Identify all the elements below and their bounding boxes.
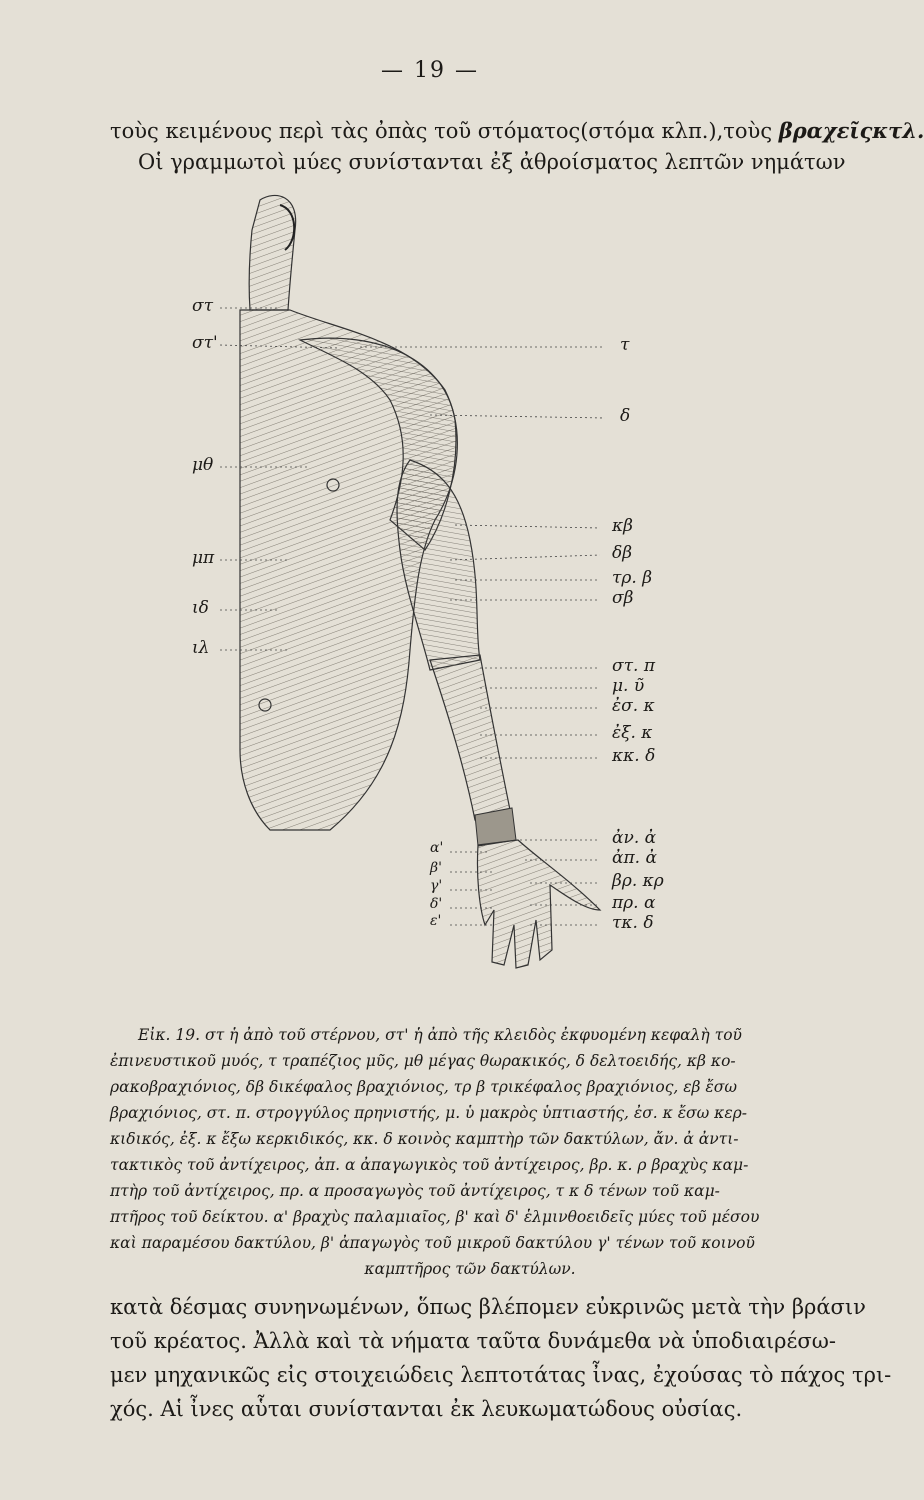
text-line-2: Οἱ γραμμωτοὶ μύες συνίστανται ἐξ ἀθροίσματος λεπτῶν νημάτων (138, 150, 846, 174)
caption-line: τακτικὸς τοῦ ἀντίχειρος, ἀπ. α ἀπαγωγικὸς τοῦ ἀντίχειρος, βρ. κ. ρ βραχὺς καμ- (110, 1156, 749, 1174)
figure-label-right: τκ. δ (612, 913, 654, 933)
figure-label-left: στ' (192, 333, 218, 353)
figure-label-finger: δ' (430, 896, 443, 912)
figure-label-right: κβ (612, 516, 633, 536)
figure-label-right: ἐσ. κ (612, 696, 655, 716)
caption-line: ἐπινευστικοῦ μυός, τ τραπέζιος μῦς, μθ μέγας θωρακικός, δ δελτοειδής, κβ κο- (110, 1052, 736, 1070)
figure-label-left: στ (192, 296, 214, 316)
figure-label-right: κκ. δ (612, 746, 656, 766)
figure-label-finger: ε' (430, 913, 442, 929)
figure-label-right: τρ. β (612, 568, 653, 588)
figure-label-left: μπ (192, 548, 215, 568)
body-line: μεν μηχανικῶς εἰς στοιχειώδεις λεπτοτάτας ἶνας, ἐχούσας τὸ πάχος τρι- (110, 1363, 892, 1387)
figure-label-left: ιδ (192, 598, 209, 618)
figure-label-finger: α' (430, 840, 444, 856)
figure-label-right: ἀπ. ἀ (612, 848, 657, 868)
caption-line: κιδικός, ἐξ. κ ἔξω κερκιδικός, κκ. δ κοινὸς καμπτὴρ τῶν δακτύλων, ἄν. ἀ ἀντι- (110, 1130, 739, 1148)
caption-line: Εἰκ. 19. στ ἡ ἀπὸ τοῦ στέρνου, στ' ἡ ἀπὸ τῆς κλειδὸς ἐκφυομένη κεφαλὴ τοῦ (138, 1026, 742, 1044)
figure-label-right: μ. ῦ (612, 676, 645, 696)
text-line-1-plain: τοὺς κειμένους περὶ τὰς ὀπὰς τοῦ στόματος(στόμα κλπ.),τοὺς (110, 119, 779, 143)
figure-label-right: σβ (612, 588, 634, 608)
figure-label-right: πρ. α (612, 893, 656, 913)
figure-label-right: βρ. κρ (612, 871, 664, 891)
caption-line: καὶ παραμέσου δακτύλου, β' ἀπαγωγὸς τοῦ μικροῦ δακτύλου γ' τένων τοῦ κοινοῦ (110, 1234, 755, 1252)
page-number: — 19 — (381, 58, 479, 83)
figure-label-right: τ (620, 335, 630, 355)
caption-line: πτὴρ τοῦ ἀντίχειρος, πρ. α προσαγωγὸς τοῦ ἀντίχειρος, τ κ δ τένων τοῦ καμ- (110, 1182, 720, 1200)
body-line: χός. Αἱ ἶνες αὗται συνίστανται ἐκ λευκωματώδους οὐσίας. (110, 1397, 743, 1421)
figure-caption (110, 1022, 830, 1282)
anatomy-figure (180, 190, 700, 1010)
figure-label-finger: β' (430, 860, 442, 876)
caption-line: καμπτῆρος τῶν δακτύλων. (364, 1260, 576, 1278)
caption-line: ρακοβραχιόνιος, δβ δικέφαλος βραχιόνιος, τρ β τρικέφαλος βραχιόνιος, εβ ἔσω (110, 1078, 737, 1096)
figure-label-right: δβ (612, 543, 633, 563)
caption-line: βραχιόνιος, στ. π. στρογγύλος πρηνιστής, μ. ὑ μακρὸς ὑπτιαστής, ἐσ. κ ἔσω κερ- (110, 1104, 748, 1122)
figure-label-finger: γ' (430, 878, 443, 894)
body-paragraph (110, 1290, 892, 1426)
figure-label-left: μθ (192, 455, 214, 475)
body-line: τοῦ κρέατος. Ἀλλὰ καὶ τὰ νήματα ταῦτα δυνάμεθα νὰ ὑποδιαιρέσω- (110, 1329, 836, 1353)
caption-line: πτῆρος τοῦ δείκτου. α' βραχὺς παλαμιαῖος, β' καὶ δ' ἑλμινθοειδεῖς μύες τοῦ μέσου (110, 1208, 760, 1226)
body-line: κατὰ δέσμας συνηνωμένων, ὅπως βλέπομεν εὐκρινῶς μετὰ τὴν βράσιν (110, 1295, 866, 1319)
figure-label-left: ιλ (192, 638, 210, 658)
figure-label-right: στ. π (612, 656, 655, 676)
figure-label-right: ἀν. ἀ (612, 828, 657, 848)
figure-label-right: δ (620, 406, 631, 426)
text-line-1 (110, 118, 924, 143)
text-line-1-bold: βραχεῖςκτλ. (778, 118, 924, 143)
figure-label-right: ἐξ. κ (612, 723, 653, 743)
